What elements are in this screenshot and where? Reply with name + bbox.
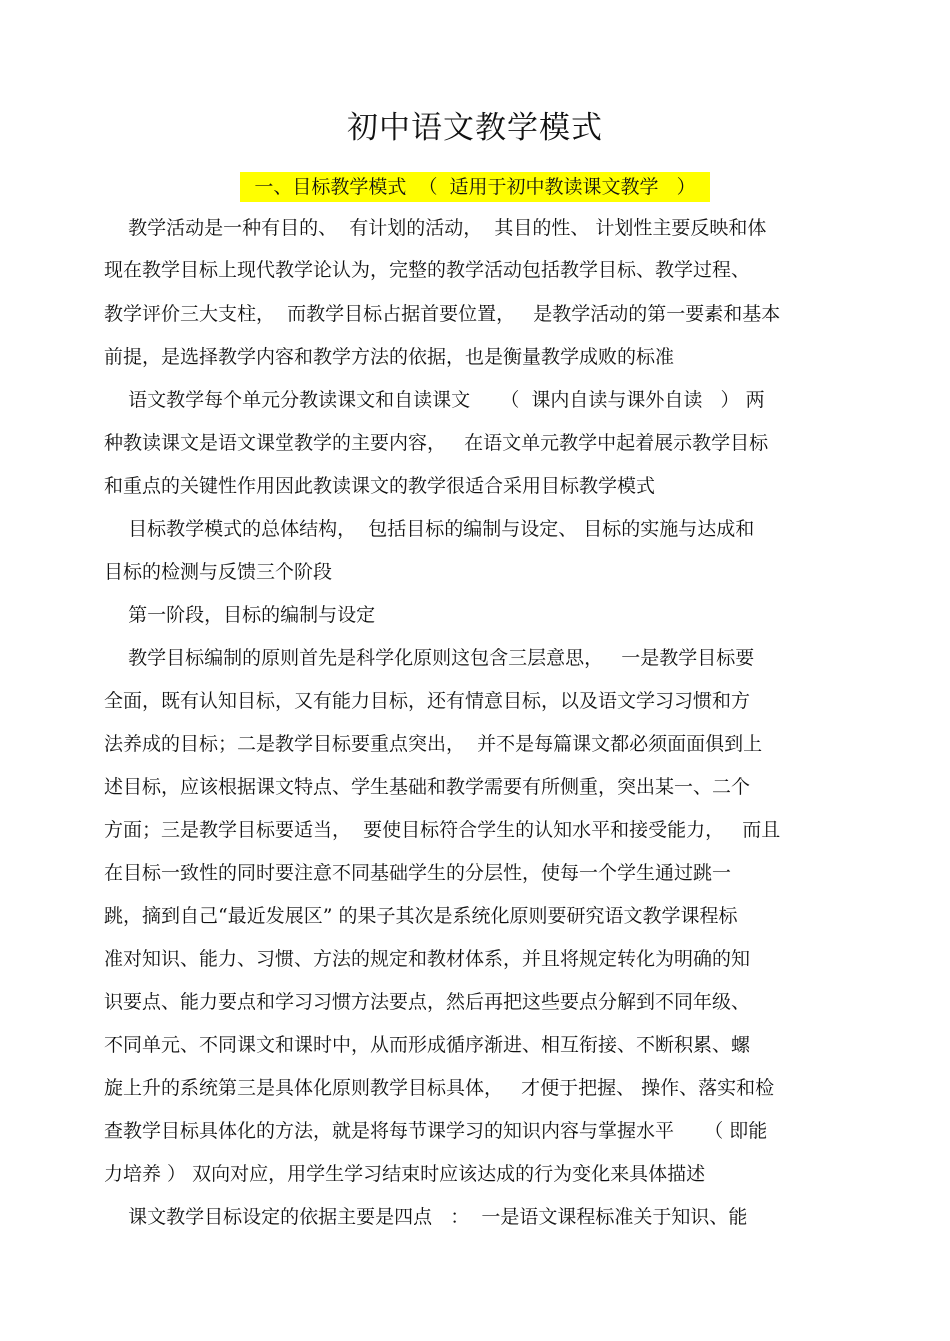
- text-line: 不同单元、不同课文和课时中，从而形成循序渐进、相互衔接、不断积累、螺: [104, 1034, 751, 1056]
- text-line: 教学评价三大支柱， 而教学目标占据首要位置， 是教学活动的第一要素和基本: [104, 303, 781, 325]
- text-line: 识要点、能力要点和学习习惯方法要点，然后再把这些要点分解到不同年级、: [104, 991, 751, 1013]
- text-line: 跳，摘到自己“最近发展区” 的果子其次是系统化原则要研究语文教学课程标: [104, 905, 738, 927]
- text-line: 述目标，应该根据课文特点、学生基础和教学需要有所侧重，突出某一、二个: [104, 776, 751, 798]
- text-line: 目标教学模式的总体结构， 包括目标的编制与设定、 目标的实施与达成和: [104, 518, 755, 540]
- text-line: 种教读课文是语文课堂教学的主要内容， 在语文单元教学中起着展示教学目标: [104, 432, 769, 454]
- text-line: 准对知识、能力、习惯、方法的规定和教材体系，并且将规定转化为明确的知: [104, 948, 751, 970]
- text-line: 第一阶段，目标的编制与设定: [104, 604, 376, 626]
- text-line: 课文教学目标设定的依据主要是四点 ： 一是语文课程标准关于知识、能: [104, 1206, 748, 1228]
- section-heading: 一、目标教学模式 （ 适用于初中教读课文教学 ）: [240, 172, 709, 202]
- text-line: 前提，是选择教学内容和教学方法的依据，也是衡量教学成败的标准: [104, 346, 675, 368]
- text-line: 方面；三是教学目标要适当， 要使目标符合学生的认知水平和接受能力， 而且: [104, 819, 781, 841]
- text-line: 和重点的关键性作用因此教读课文的教学很适合采用目标教学模式: [104, 475, 656, 497]
- text-line: 在目标一致性的同时要注意不同基础学生的分层性，使每一个学生通过跳一: [104, 862, 732, 884]
- text-line: 力培养 ） 双向对应，用学生学习结束时应该达成的行为变化来具体描述: [104, 1163, 706, 1185]
- section-heading-wrap: [0, 172, 950, 202]
- text-line: 语文教学每个单元分教读课文和自读课文 （ 课内自读与课外自读 ） 两: [104, 389, 765, 411]
- page-title: 初中语文教学模式: [347, 110, 603, 146]
- text-line: 全面，既有认知目标，又有能力目标，还有情意目标，以及语文学习习惯和方: [104, 690, 751, 712]
- text-line: 目标的检测与反馈三个阶段: [104, 561, 333, 583]
- text-line: 查教学目标具体化的方法，就是将每节课学习的知识内容与掌握水平 （ 即能: [104, 1120, 768, 1142]
- text-line: 教学活动是一种有目的、 有计划的活动， 其目的性、 计划性主要反映和体: [104, 217, 767, 239]
- text-line: 法养成的目标；二是教学目标要重点突出， 并不是每篇课文都必须面面俱到上: [104, 733, 763, 755]
- text-line: 现在教学目标上现代教学论认为，完整的教学活动包括教学目标、教学过程、: [104, 259, 751, 281]
- text-line: 旋上升的系统第三是具体化原则教学目标具体， 才便于把握、 操作、落实和检: [104, 1077, 775, 1099]
- text-line: 教学目标编制的原则首先是科学化原则这包含三层意思， 一是教学目标要: [104, 647, 755, 669]
